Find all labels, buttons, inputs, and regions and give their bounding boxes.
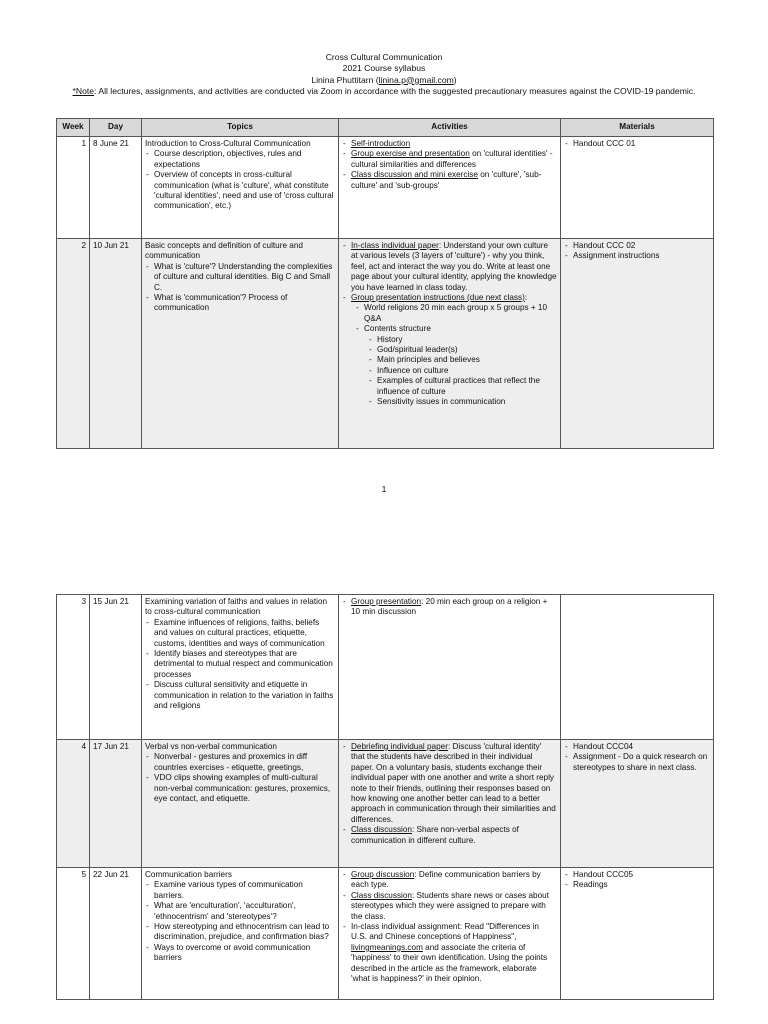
day-cell: 10 Jun 21 [90,239,142,449]
materials-cell [561,740,714,868]
list-item: - Identify biases and stereotypes that are detrimental to mutual respect and communication processes [145,649,335,680]
activities-cell [339,595,561,740]
topics-cell [142,595,339,740]
day-cell: 17 Jun 21 [90,740,142,868]
materials-cell [561,595,714,740]
activities-list [342,742,557,846]
instructor-name: Linina Phuttitarn [311,74,374,85]
list-item: - VDO clips showing examples of multi-cultural non-verbal communication: gestures, proxemics, eye contact, and etiquette. [145,773,335,804]
list-item: - What is 'communication'? Process of communication [145,293,335,314]
page-number: 1 [381,484,387,494]
list-item: - Group discussion: Define communication barriers by each type. [342,870,557,891]
list-item: - In-class individual assignment: Read "Differences in U.S. and Chinese conceptions of Happiness", livingmeanings.com and associate the criteria of 'happiness' to their own identification. Using the points described in the article as the framework, elaborate 'what is happiness?' in their opinion. [342,922,557,984]
note-label: *Note [72,85,95,96]
list-item: - Class discussion: Share non-verbal aspects of communication in different culture. [342,825,557,846]
activities-cell [339,740,561,868]
sub-sub-list [364,335,557,408]
covid-note [56,86,712,97]
list-item: - Ways to overcome or avoid communication barriers [145,943,335,964]
list-item: - Class discussion: Students share news or cases about stereotypes which they were assigned to prepare with the class. [342,891,557,922]
day-cell: 15 Jun 21 [90,595,142,740]
materials-cell [561,239,714,449]
list-item: - Nonverbal - gestures and proxemics in diff countries exercises - etiquette, greetings, [145,752,335,773]
list-item: - Handout CCC05 [564,870,710,880]
list-item: - Examine influences of religions, faiths, beliefs and values on cultural practices, etiquette, customs, identities and ways of communication [145,618,335,649]
table-header-row [57,119,714,137]
list-item: - What is 'culture'? Understanding the complexities of culture and cultural identities. Big C and Small C. [145,262,335,293]
table-row [57,868,714,1000]
list-item: - Readings [564,880,710,890]
activities-cell [339,239,561,449]
col-topics: Topics [142,119,339,137]
course-subtitle: 2021 Course syllabus [342,63,426,74]
list-item: - Debriefing individual paper: Discuss 'cultural identity' that the students have described in their individual paper. On a voluntary basis, students exchange their individual paper with one another and write a short reply note to their friends, outlining their responses based on how knowing one another better can lead to a better approach in communication through their similarities and differences. [342,742,557,825]
materials-cell [561,137,714,239]
day-cell: 22 Jun 21 [90,868,142,1000]
materials-list [564,870,710,891]
week-cell: 4 [57,740,90,868]
topics-cell [142,868,339,1000]
activities-list [342,597,557,618]
col-materials: Materials [561,119,714,137]
topic-title: Communication barriers [145,870,232,879]
materials-list [564,139,710,149]
activities-list [342,241,557,408]
materials-list [564,241,710,262]
list-item: - Handout CCC 01 [564,139,710,149]
sub-list [351,303,557,407]
day-cell: 8 June 21 [90,137,142,239]
list-item: - World religions 20 min each group x 5 groups + 10 Q&A [355,303,557,324]
list-item: - Examples of cultural practices that reflect the influence of culture [368,376,557,397]
topic-title: Verbal vs non-verbal communication [145,742,277,751]
document-header [56,52,712,97]
list-item: - Overview of concepts in cross-cultural communication (what is 'culture', what constitute 'cultural identities', need and use of 'cross cultural communication', etc.) [145,170,335,212]
materials-list [564,742,710,773]
livingmeanings-link[interactable]: livingmeanings.com [351,942,423,952]
materials-cell [561,868,714,1000]
list-item: - Influence on culture [368,366,557,376]
list-item: - Main principles and believes [368,355,557,365]
week-cell: 2 [57,239,90,449]
topic-list [145,880,335,963]
topic-list [145,149,335,211]
table-row [57,740,714,868]
topics-cell [142,740,339,868]
list-item: - God/spiritual leader(s) [368,345,557,355]
topic-title: Examining variation of faiths and values in relation to cross-cultural communication [145,597,328,617]
list-item: - Discuss cultural sensitivity and etiquette in communication in relation to the variation in faiths and religions [145,680,335,711]
topic-title: Basic concepts and definition of culture and communication [145,241,303,261]
col-day: Day [90,119,142,137]
activities-list [342,139,557,191]
list-item: - Assignment instructions [564,251,710,261]
list-item: - How stereotyping and ethnocentrism can lead to discrimination, prejudice, and confirmation bias? [145,922,335,943]
list-item: - Course description, objectives, rules and expectations [145,149,335,170]
list-item: - History [368,335,557,345]
week-cell: 1 [57,137,90,239]
list-item: - Group exercise and presentation on 'cultural identities' - cultural similarities and differences [342,149,557,170]
week-cell: 3 [57,595,90,740]
syllabus-table-page1 [56,118,714,449]
list-item: - Group presentation: 20 min each group on a religion + 10 min discussion [342,597,557,618]
topic-list [145,752,335,804]
instructor-line: Linina Phuttitarn (linina.p@gmail.com) [311,74,457,85]
col-activities: Activities [339,119,561,137]
table-row [57,239,714,449]
list-item: - Examine various types of communication barriers. [145,880,335,901]
list-item: - Assignment - Do a quick research on stereotypes to share in next class. [564,752,710,773]
topic-list [145,618,335,712]
list-item: - In-class individual paper: Understand your own culture at various levels (3 layers of 'culture') - why you think, feel, act and interact the way you do. Write at least one page about your cultural identity, applying the knowledge you have learned in class today. [342,241,557,293]
topic-title: Introduction to Cross-Cultural Communication [145,139,311,148]
topic-list [145,262,335,314]
note-text: : All lectures, assignments, and activities are conducted via Zoom in accordance with the suggested precautionary measures against the COVID-19 pandemic. [94,85,696,96]
list-item: - Sensitivity issues in communication [368,397,557,407]
list-item: - Contents structure - History - God/spiritual leader(s) - Main principles and believes - Influence on culture - Examples of cultural practices that reflect the influence of culture - Sensitivity issues in communication [355,324,557,407]
list-item: - What are 'enculturation', 'acculturation', 'ethnocentrism' and 'stereotypes'? [145,901,335,922]
list-item: - Handout CCC 02 [564,241,710,251]
instructor-email-link[interactable]: linina.p@gmail.com [378,74,454,85]
syllabus-table-page2 [56,594,714,1000]
table-row [57,137,714,239]
course-title: Cross Cultural Communication [325,52,443,62]
list-item: - Group presentation instructions (due next class): - World religions 20 min each group x 5 groups + 10 Q&A - Contents structure - History - God/spiritual leader(s) - Main principles and believes - Influence on culture - Examples of cultural practices that reflect the influence of culture - Sensitivity issues in communication [342,293,557,407]
week-cell: 5 [57,868,90,1000]
topics-cell [142,239,339,449]
list-item: - Self-introduction [342,139,557,149]
activities-cell [339,868,561,1000]
list-item: - Handout CCC04 [564,742,710,752]
activities-cell [339,137,561,239]
activities-list [342,870,557,984]
list-item: - Class discussion and mini exercise on 'culture', 'sub-culture' and 'sub-groups' [342,170,557,191]
topics-cell [142,137,339,239]
table-row [57,595,714,740]
col-week: Week [57,119,90,137]
